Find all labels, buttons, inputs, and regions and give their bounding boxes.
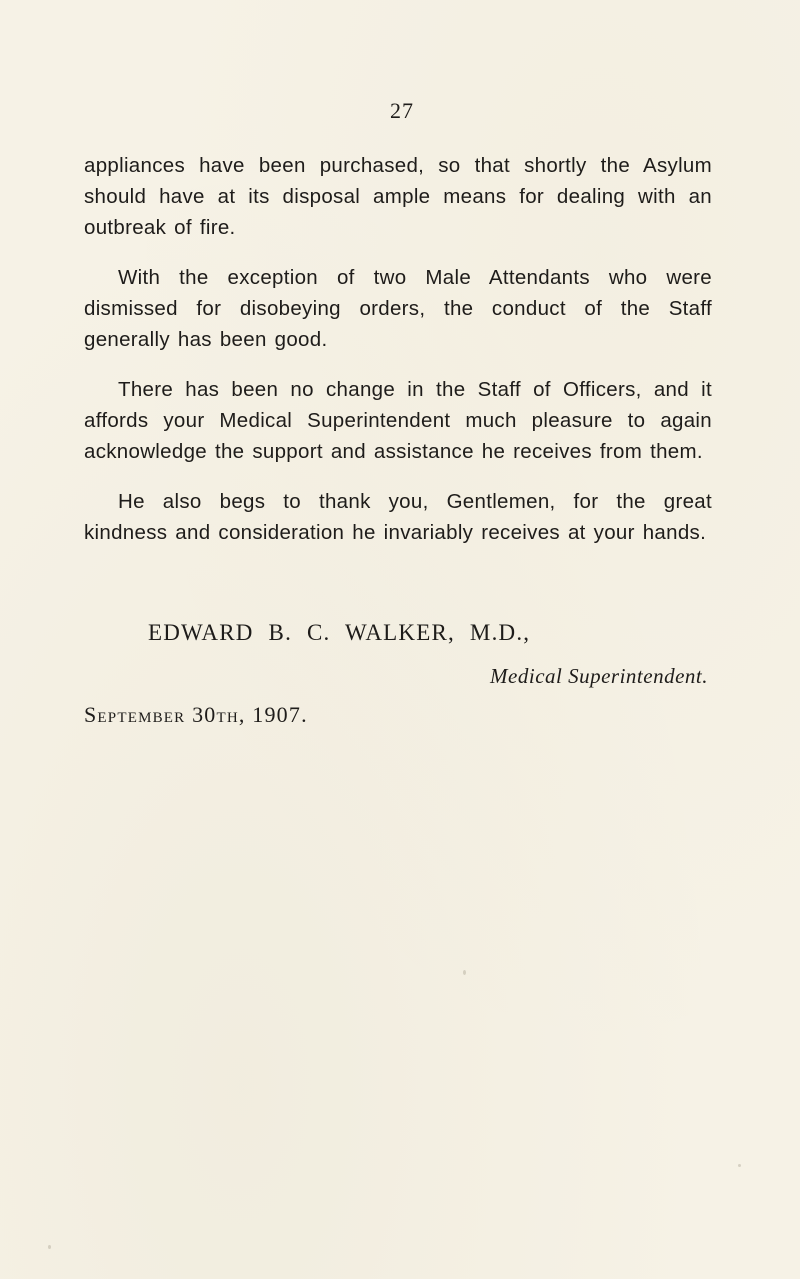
paragraph-staff-conduct: With the exception of two Male Attendants who were dismissed for disobeying orders, the conduct of the Staff generally has been good. <box>84 266 712 351</box>
paper-speck <box>48 1245 51 1249</box>
body-text <box>84 150 712 567</box>
paragraph-fire-appliances: appliances have been purchased, so that shortly the Asylum should have at its disposal ample means for dealing with an outbreak of fire. <box>84 154 712 239</box>
page-number: 27 <box>390 98 414 123</box>
paragraph-staff-of-officers: There has been no change in the Staff of Officers, and it affords your Medical Superintendent much pleasure to again acknowledge the support and assistance he receives from them. <box>84 378 712 463</box>
paper-speck <box>463 970 466 975</box>
signature-title: Medical Superintendent. <box>490 664 708 688</box>
letter-date: September 30th, 1907. <box>84 702 308 727</box>
paper-speck <box>738 1164 741 1167</box>
paragraph-thanks: He also begs to thank you, Gentlemen, for the great kindness and consideration he invariably receives at your hands. <box>84 490 712 544</box>
signature-name: EDWARD B. C. WALKER, M.D., <box>148 620 531 645</box>
